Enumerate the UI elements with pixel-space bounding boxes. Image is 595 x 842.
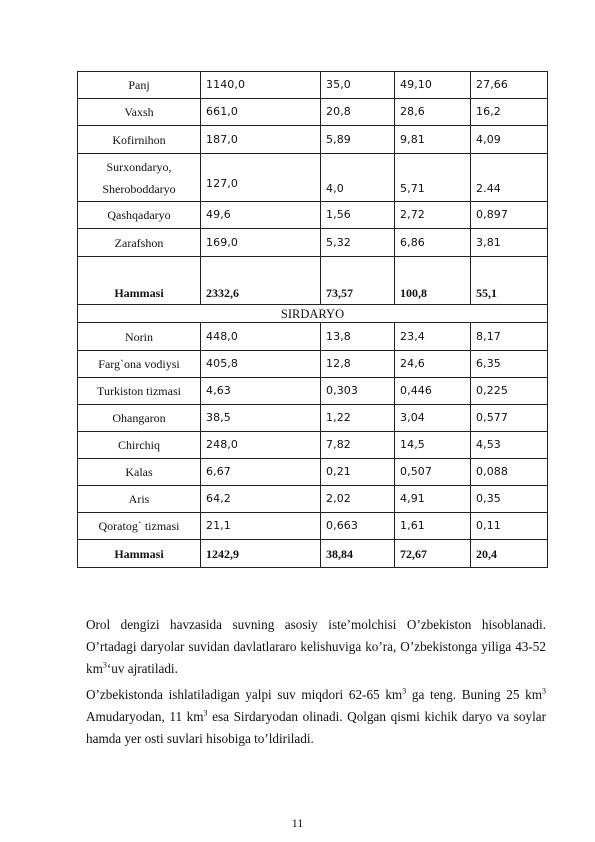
value-cell: 24,6 (395, 351, 471, 378)
value-cell: 0,21 (321, 459, 395, 486)
value-cell: 4,63 (201, 378, 321, 405)
river-name (78, 154, 201, 202)
table-row (78, 405, 548, 432)
value-cell: 0,225 (471, 378, 548, 405)
total-value: 100,8 (395, 257, 471, 305)
paragraph-2-text: O’zbekistonda ishlatiladigan yalpi suv miqdori 62-65 km (86, 687, 403, 702)
table-row (78, 513, 548, 540)
river-flow-table (77, 71, 548, 568)
paragraph-1 (86, 614, 546, 680)
value-cell: 2,02 (321, 486, 395, 513)
river-name: Qoratog` tizmasi (78, 513, 201, 540)
river-name (78, 72, 201, 99)
value-cell: 0,303 (321, 378, 395, 405)
value-cell: 13,8 (321, 323, 395, 351)
value-cell: 14,5 (395, 432, 471, 459)
river-name-line: Surxondaryo, (106, 159, 172, 174)
paragraph-2-text: esa Sirdaryodan olinadi. Qolgan qismi kichik daryo va soylar hamda yer osti suvlari hisobiga to’ldiriladi. (86, 709, 547, 746)
river-name: Chirchiq (78, 432, 201, 459)
paragraph-1-tail: ‘uv ajratiladi. (106, 661, 178, 676)
river-name (78, 99, 201, 126)
value-cell: 49,6 (201, 202, 321, 229)
river-name: Aris (78, 486, 201, 513)
superscript: 3 (203, 708, 208, 718)
table-row (78, 202, 548, 229)
river-name-line: Kofirnihon (112, 132, 166, 147)
value-cell: 2.44 (471, 154, 548, 202)
value-cell: 7,82 (321, 432, 395, 459)
value-cell: 8,17 (471, 323, 548, 351)
table-row (78, 486, 548, 513)
value-cell: 1,56 (321, 202, 395, 229)
table-row (78, 126, 548, 154)
table-row (78, 72, 548, 99)
total-label: Hammasi (78, 540, 201, 568)
value-cell: 4,09 (471, 126, 548, 154)
value-cell: 9,81 (395, 126, 471, 154)
value-cell: 187,0 (201, 126, 321, 154)
paragraph-2-text: Amudaryodan, 11 km (86, 709, 204, 724)
river-name-line: Vaxsh (124, 105, 154, 119)
river-name: Kalas (78, 459, 201, 486)
value-cell: 21,1 (201, 513, 321, 540)
total-row (78, 540, 548, 568)
value-cell: 0,577 (471, 405, 548, 432)
value-cell: 1,61 (395, 513, 471, 540)
paragraph-2 (86, 684, 546, 750)
value-cell: 0,11 (471, 513, 548, 540)
superscript: 3 (541, 686, 546, 696)
value-cell: 0,897 (471, 202, 548, 229)
value-cell: 0,446 (395, 378, 471, 405)
river-name: Norin (78, 323, 201, 351)
table-row (78, 459, 548, 486)
page-number: 11 (291, 816, 304, 830)
value-cell: 127,0 (201, 154, 321, 202)
value-cell: 6,86 (395, 229, 471, 257)
total-value: 1242,9 (201, 540, 321, 568)
river-name (78, 202, 201, 229)
value-cell: 16,2 (471, 99, 548, 126)
value-cell: 5,32 (321, 229, 395, 257)
total-value: 20,4 (471, 540, 548, 568)
value-cell: 4,91 (395, 486, 471, 513)
paragraph-1-text: Orol dengizi havzasida suvning asosiy iste’molchisi O’zbekiston hisoblanadi. O’rtadagi daryolar suvidan davlatlararo kelishuviga ko’ra, O’zbekistonga yiliga 43-52 km (86, 617, 546, 676)
table-row (78, 378, 548, 405)
river-name-line: Sheroboddaryo (102, 181, 176, 196)
value-cell: 27,66 (471, 72, 548, 99)
total-value: 55,1 (471, 257, 548, 305)
value-cell: 661,0 (201, 99, 321, 126)
value-cell: 4,53 (471, 432, 548, 459)
total-value: 73,57 (321, 257, 395, 305)
value-cell: 0,507 (395, 459, 471, 486)
table-row (78, 154, 548, 202)
value-cell: 3,81 (471, 229, 548, 257)
value-cell: 2,72 (395, 202, 471, 229)
value-cell: 248,0 (201, 432, 321, 459)
value-cell: 1,22 (321, 405, 395, 432)
value-cell: 23,4 (395, 323, 471, 351)
river-name: Turkiston tizmasi (78, 378, 201, 405)
value-cell: 12,8 (321, 351, 395, 378)
value-cell: 0,663 (321, 513, 395, 540)
value-cell: 0,088 (471, 459, 548, 486)
value-cell: 0,35 (471, 486, 548, 513)
river-name (78, 229, 201, 257)
total-value: 72,67 (395, 540, 471, 568)
total-value: 38,84 (321, 540, 395, 568)
table-row (78, 351, 548, 378)
river-name-line: Qashqadaryo (107, 208, 171, 222)
total-label: Hammasi (78, 257, 201, 305)
table-row (78, 323, 548, 351)
value-cell: 4,0 (321, 154, 395, 202)
superscript: 3 (402, 686, 407, 696)
table-row (78, 432, 548, 459)
river-name-line: Zarafshon (114, 235, 164, 250)
value-cell: 6,35 (471, 351, 548, 378)
paragraph-2-text: ga teng. Buning 25 km (406, 687, 542, 702)
value-cell: 5,89 (321, 126, 395, 154)
river-name: Ohangaron (78, 405, 201, 432)
section-row (78, 305, 548, 323)
total-row (78, 257, 548, 305)
value-cell: 405,8 (201, 351, 321, 378)
value-cell: 1140,0 (201, 72, 321, 99)
value-cell: 35,0 (321, 72, 395, 99)
value-cell: 169,0 (201, 229, 321, 257)
value-cell: 28,6 (395, 99, 471, 126)
value-cell: 5,71 (395, 154, 471, 202)
river-name-line: Panj (128, 78, 150, 92)
value-cell: 49,10 (395, 72, 471, 99)
total-value: 2332,6 (201, 257, 321, 305)
table-row (78, 229, 548, 257)
value-cell: 38,5 (201, 405, 321, 432)
value-cell: 6,67 (201, 459, 321, 486)
superscript: 3 (102, 660, 107, 670)
value-cell: 448,0 (201, 323, 321, 351)
river-name (78, 126, 201, 154)
value-cell: 64,2 (201, 486, 321, 513)
value-cell: 20,8 (321, 99, 395, 126)
river-name: Farg`ona vodiysi (78, 351, 201, 378)
table-row (78, 99, 548, 126)
table-body (78, 72, 548, 568)
value-cell: 3,04 (395, 405, 471, 432)
section-title: SIRDARYO (78, 305, 548, 323)
